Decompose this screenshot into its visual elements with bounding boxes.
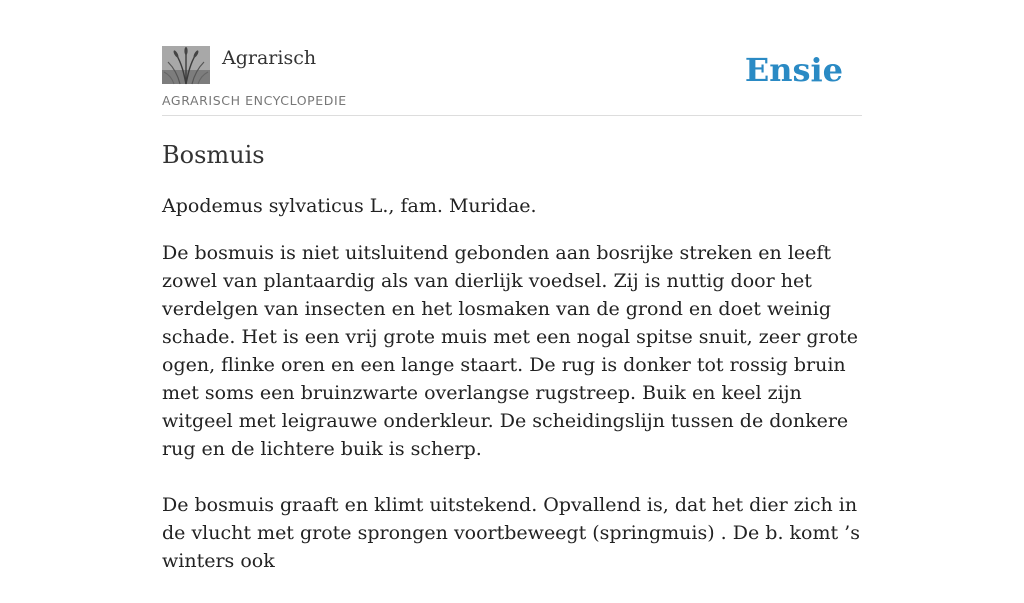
wheat-field-icon[interactable] — [162, 46, 210, 84]
source-name[interactable]: Agrarisch — [222, 47, 317, 69]
article-body — [162, 192, 862, 603]
article-lead: Apodemus sylvaticus L., fam. Muridae. — [162, 195, 537, 217]
page-header — [162, 46, 862, 116]
article-paragraph: De bosmuis graaft en klimt uitstekend. Opvallend is, dat het dier zich in de vlucht met grote sprongen voortbeweegt (springmuis) . De b. komt ’s winters ook — [162, 494, 860, 572]
page-title: Bosmuis — [162, 141, 265, 169]
brand-logo[interactable]: Ensie — [744, 51, 843, 89]
source-subtitle[interactable]: AGRARISCH ENCYCLOPEDIE — [162, 93, 347, 108]
article-paragraph: De bosmuis is niet uitsluitend gebonden aan bosrijke streken en leeft zowel van plantaardig als van dierlijk voedsel. Zij is nuttig door het verdelgen van insecten en het losmaken van de grond en doet weinig schade. Het is een vrij grote muis met een nogal spitse snuit, zeer grote ogen, flinke oren en een lange staart. De rug is donker tot rossig bruin met soms een bruinzwarte overlangse rugstreep. Buik en keel zijn witgeel met leigrauwe onderkleur. De scheidingslijn tussen de donkere rug en de lichtere buik is scherp. — [162, 242, 858, 460]
